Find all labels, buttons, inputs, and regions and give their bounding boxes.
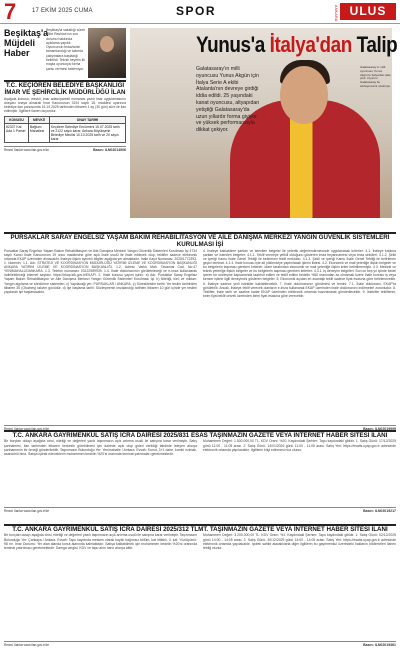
hero-caption: Galatasaray'ın milli oyuncusu Yunus Akgün'e İtalya'dan talip çıktı. Oyuncu Galatasaray ile sözleşmesini uzatmıştı. [360, 65, 392, 88]
table-header: ONAY TARİHİ [49, 117, 125, 124]
footer-code: Basın: ILN02019217 [363, 509, 396, 514]
pursaklar-body-right: 4. İhaleye katılabilme şartları ve istenilen belgeler ile yeterlik değerlendirmesinde uygulanacak kriterler: 4.1. İhaleye katılma şartları ve istenilen belgeler: 4.1.1. Teklif vermeye yetkili olduğunu gösteren imza beyannamesi veya imza sirküleri. 4.1.2. Şekli ve içeriği Kamu İhale Genel Tebliği ile belirlenen teklif mektubu. 4.1.3. Şekli ve içeriği Kamu İhale Genel Tebliği ile belirlenen geçici teminat. 4.1.4. İhale konusu işte alt yükleniciye yaptırılacak işlerin listesi. 4.2. Ekonomik ve mali yeterliğe ilişkin belgeler ve bu belgelerin taşıması gereken kriterler: İdare tarafından ekonomik ve mali yeterliğe ilişkin kriter belirtilmemiştir. 4.3. Mesleki ve teknik yeterliğe ilişkin belgeler ve bu belgelerin taşıması gereken kriterler: 4.3.1. İş deneyim belgeleri: Son on beş yıl içinde bedel içeren bir sözleşme kapsamında taahhüt edilen ve teklif edilen bedelin %50 oranından az olmamak üzere ihale konusu iş veya benzer işlerle ilgili deneyimini gösteren belgeler. 5. Ekonomik açıdan en avantajlı teklif sadece fiyat esasına göre belirlenecektir. 6. İhaleye sadece yerli istekliler katılabilecektir. 7. İhale dokümanının görülmesi ve temini: 7.1. İhale dokümanı, EKAP'ta görülebilir. Ancak, ihaleye teklif verecek olanların e-imza kullanarak EKAP üzerinden ihale dokümanını indirmeleri zorunludur. 8. Teklifler, ihale tarih ve saatine kadar EKAP üzerinden elektronik ortamda hazırlanarak gönderilecektir. 9. İstekliler tekliflerini, birim fiyat teklif cetveli üzerinden birim fiyat esasına göre verecektir. [203, 248, 396, 298]
property-sale-columns-1 [4, 439, 396, 507]
property-sale-body-left-1: Bir borçtan dolayı aşağıda cinsi, niteliği ve değerleri yazılı taşınmazın açık artırma usulü ile satışına karar verilmiştir. Satış şartnamesi, ilan tarihinden itibaren herkesin görebilmesi için dairede açık olup gideri verildiği takdirde isteyen alıcıya şartnamenin bir örneği gönderilebilir. Taşınmazın Bulunduğu Yer: Yenimahalle / Ankara. Evsafı: Konut, 3+1 daire, kombi ısıtmalı, asansörlü bina. Satışa iştirak edeceklerin muhammen bedelin %20'si oranında teminat yatırmaları gerekmektedir. [4, 439, 197, 456]
footer-source: Resmî İlanlar www.ilan.gov.tr'de [4, 643, 50, 648]
kecioren-body: Aşağıda konusu, mevkii, imar adası/parseli numarası yazılı imar uygulamasının dosyası onaya alınarak İmar Kanununun 3194 sayılı 18. maddesi uyarınca belediye ilan panosunda 16.10.2025 tarihinden itibaren 1 ay (30 gün) süre ile ilan edilmiştir. İlgililere ilanen duyurulur. [4, 96, 126, 114]
kecioren-title: T.C. KEÇİÖREN BELEDİYE BAŞKANLIĞI İMAR VE ŞEHİRCİLİK MÜDÜRLÜĞÜ İLAN [4, 82, 126, 97]
headline-highlight: İtalya'dan [269, 32, 352, 57]
footer-source: Resmî İlanlar www.ilan.gov.tr'de [4, 148, 50, 153]
footer-code: Basın: ILN02014506 [93, 148, 126, 153]
property-sale-title-1: T.C. ANKARA GAYRİMENKUL SATIŞ İCRA DAİRESİ 2025/831 ESAS TAŞINMAZIN GAZETE VEYA İNTERNET HABER SİTESİ İLANI [12, 432, 388, 439]
player-face [100, 36, 114, 52]
property-sale-title-2: T.C. ANKARA GAYRİMENKUL SATIŞ İCRA DAİRESİ 2025/312 TLMT. TAŞINMAZIN GAZETE VEYA İNTERNET HABER SİTESİ İLANI [12, 526, 388, 533]
newspaper-logo: ULUS [340, 3, 396, 20]
property-sale-body-right-2: Muhammen Değeri: 3.200.000,00 TL. KDV Oranı: %1. Kaydındaki Şerhler: Tapu kaydındaki gibidir. 1. Satış Günü: 02/12/2025 günü 14:00 - 14:05 arası. 2. Satış Günü: 30/12/2025 günü 14:00 - 14:05 arası. Satış Yeri: https://esatis.uyap.gov.tr adresinde elektronik ortamda yapılacaktır. İpotek sahibi alacaklılarla diğer ilgililerin bu gayrimenkul üzerindeki haklarını bildirmeleri ilanen tebliğ olunur. [203, 533, 396, 550]
footer-source: Resmî İlanlar www.ilan.gov.tr'de [4, 426, 50, 431]
property-sale-notice-1 [4, 430, 396, 522]
player-head [280, 66, 328, 124]
footer-code: Basın: ILN02019999 [363, 426, 396, 431]
page-number: 7 [4, 0, 17, 24]
table-cell: Keçiören Belediye Encümeni 15.07.2025 tarih ve 2122 sayılı karar, Ankara Büyükşehir Belediye Meclisi 10.10.2025 tarih ve 20 sayılı karar [49, 124, 125, 143]
property-sale-columns-2 [4, 533, 396, 641]
table-header: KONUSU [5, 117, 29, 124]
section-title: SPOR [176, 4, 217, 18]
table-cell: Bağlum Mahallesi [28, 124, 49, 143]
masthead [0, 0, 400, 24]
kecioren-table [4, 116, 126, 143]
table-cell: 82337 Kat Ada 1 Parsel [5, 124, 29, 143]
headline-part-1: Yunus'a [196, 32, 265, 57]
hero-lead-text: Galatasaray'ın milli oyuncusu Yunus Akgün için İtalya Serie A ekibi Atalanta'nın devreye girdiği iddia edildi. 25 yaşındaki kanat oyuncusu, altyapıdan yetiştiği Galatasaray'da uzun yıllardır forma giyiyor ve yüksek performansıyla dikkat çekiyor. [196, 66, 260, 134]
table-row [5, 124, 126, 143]
property-sale-notice-2 [4, 524, 396, 658]
footer-source: Resmî İlanlar www.ilan.gov.tr'de [4, 509, 50, 514]
property-sale-footer-1 [4, 507, 396, 513]
kecioren-footer [4, 146, 126, 152]
pursaklar-notice [4, 232, 396, 431]
brand-prefix: ANKARA [334, 5, 339, 22]
pursaklar-columns [4, 249, 396, 425]
publication-date: 17 EKİM 2025 CUMA [32, 8, 93, 14]
kecioren-notice [4, 80, 126, 230]
property-sale-body-left-2: Bir borçtan dolayı aşağıda cinsi, niteliği ve değerleri yazılı taşınmazın açık artırma usulü ile satışına karar verilmiştir. Taşınmazın Bulunduğu Yer: Çankaya / Ankara. Evsafı: Tapu kaydında mesken olarak kayıtlı bağımsız bölüm, kat irtifaklı, 3. kat. Yüzölçümü: 98 m². İmar Durumu: Yer alan alanda konut alanında kalmaktadır. Satışa katılabilmek için muhammen bedelin %20'si oranında teminat yatırılması gerekmektedir. Damga vergisi, KDV ve tapu alım harcı alıcıya aittir. [4, 533, 197, 550]
hero-headline [196, 32, 397, 58]
footer-code: Basın: ILN02019361 [363, 643, 396, 648]
property-sale-body-right-1: Muhammen Değeri: 1.500.000,00 TL. KDV Oranı: %20. Kaydındaki Şerhler: Tapu kaydındaki gibidir. 1. Satış Günü: 17/12/2025 günü 11:00 - 11:05 arası. 2. Satış Günü: 14/01/2026 günü 11:00 - 11:05 arası. Satış Yeri: https://esatis.uyap.gov.tr adresinde elektronik ortamda yapılacaktır. İlgililerin bilgi edinmesi rica olunur. [203, 439, 396, 452]
pursaklar-body-left: Pursaklar Saray Engelsiz Yaşam Bakım Rehabilitasyon ve Aile Danışma Merkezi Yangın Güvenlik Sistemleri Kurulması İşi 4734 sayılı Kamu İhale Kanununun 19 uncu maddesine göre açık ihale usulü ile ihale edilecek olup, teklifler sadece elektronik ortamda EKAP üzerinden alınacaktır. İhaleye ilişkin ayrıntılı bilgiler aşağıda yer almaktadır. İhale Kayıt Numarası: 2025/1772393. 1. İdarenin: 1.1. Adı: STRATEJİ VE KOORDİNASYON MÜDÜRLÜĞÜ YATIRIM İZLEME VE KOORDİNASYON BAŞKANLIĞI ANKARA YATIRIM İZLEME VE KOORDİNASYON BAŞKANLIĞI. 1.2. Adresi: Varlık Mah. Tavanval Cad. No:47 YENİMAHALLE/ANKARA. 1.3. Telefon numarası: 03122989939. 1.4. İhale dokümanının görülebileceği ve e-imza kullanılarak indirilebileceği internet sayfası: https://ekap.kik.gov.tr/EKAP/. 2. İhale konusu yapım işinin: a) Adı: Pursaklar Saray Engelsiz Yaşam Bakım Rehabilitasyon ve Aile Danışma Merkezi Yangın Güvenlik Sistemleri Kurulması İşi. b) Niteliği, türü ve miktarı: Yangın algılama ve söndürme sistemleri. c) Yapılacağı yer: PURSAKLAR / ANKARA. ç) Süresi/teslim tarihi: Yer teslim tarihinden itibaren 35 (Otuzbeş) takvim günüdür. d) İşe başlama tarihi: Sözleşmenin imzalandığı tarihten itibaren 10 gün içinde yer teslimi yapılarak işe başlanacaktır. [4, 248, 197, 294]
table-header-row [5, 117, 126, 124]
pursaklar-title: PURSAKLAR SARAY ENGELSİZ YAŞAM BAKIM REHABİLİTASYON VE AİLE DANIŞMA MERKEZİ YANGIN GÜVENLİK SİSTEMLERİ KURULMASI İŞİ [10, 234, 390, 249]
side-story-photo [88, 28, 126, 78]
side-story-title: Beşiktaş'a Müjdeli Haber [4, 28, 49, 58]
headline-part-3: Talip [356, 32, 398, 57]
property-sale-footer-2 [4, 641, 396, 647]
table-header: MEVKİİ [28, 117, 49, 124]
side-story-text: Beşiktaş'ta sakatlığı süren Milot Rashica'nın son durumu hakkında açıklama yapıldı. Oyuncunun tedavisinin tamamlandığı ve takımla çalışmalara başladığı belirtildi. Teknik heyetin ilk maçta oyuncuya forma şansı vermesi bekleniyor. [46, 28, 86, 71]
